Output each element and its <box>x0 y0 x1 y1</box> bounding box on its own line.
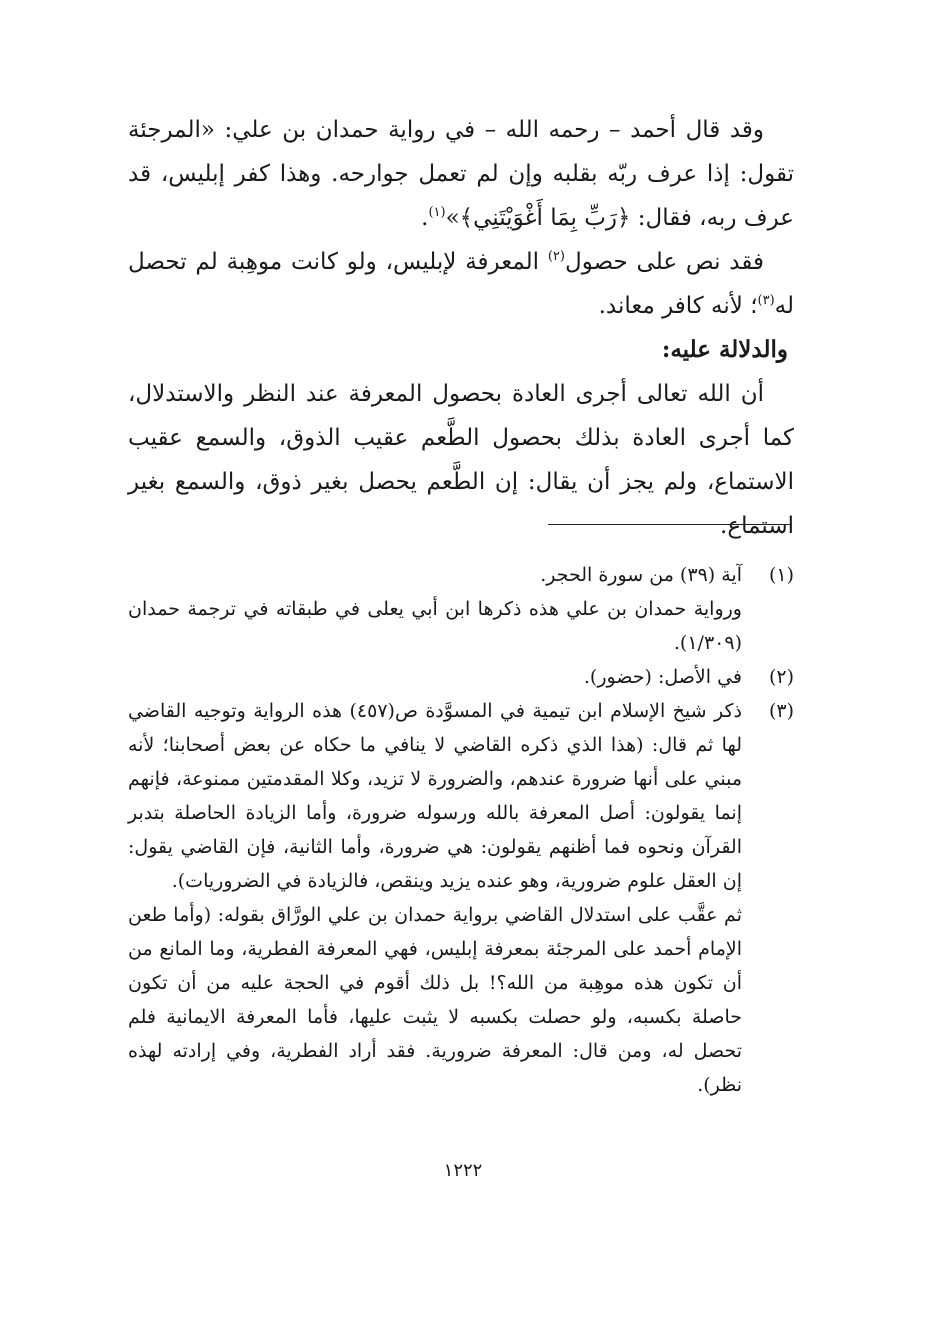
footnote-number: (٢) <box>768 666 794 688</box>
footnote-ref-2: (٢) <box>547 249 565 264</box>
footnote-number: (٣) <box>768 700 794 722</box>
footnote-line: في الأصل: (حضور). <box>583 666 742 688</box>
footnote-1 <box>128 558 794 660</box>
footnote-line: ورواية حمدان بن علي هذه ذكرها ابن أبي يعلى في طبقاته في ترجمة حمدان (١/٣٠٩). <box>128 598 742 654</box>
footnote-number: (١) <box>768 564 794 586</box>
footnotes <box>128 558 794 1102</box>
paragraph-2-text-c: ؛ لأنه كافر معاند. <box>598 293 758 319</box>
paragraph-2-text-a: فقد نص على حصول <box>564 249 764 275</box>
main-text <box>128 108 794 548</box>
paragraph-3: أن الله تعالى أجرى العادة بحصول المعرفة عند النظر والاستدلال، كما أجرى العادة بذلك بحصول الطَّعم عقيب الذوق، والسمع عقيب الاستماع، ولم يجز أن يقال: إن الطَّعم يحصل بغير ذوق، والسمع بغير استماع. <box>128 381 794 539</box>
footnote-line: آية (٣٩) من سورة الحجر. <box>540 564 742 586</box>
footnote-text <box>128 694 742 1102</box>
footnote-line: ذكر شيخ الإسلام ابن تيمية في المسوَّدة ص(٤٥٧) هذه الرواية وتوجيه القاضي لها ثم قال: (هذا الذي ذكره القاضي لا ينافي ما حكاه عن بعض أصحابنا؛ لأنه مبني على أنها ضرورة عندهم، والضرورة لا تزيد، وكلا المقدمتين ممنوعة، فإنهم إنما يقولون: أصل المعرفة بالله ورسوله ضرورة، وأما الزيادة الحاصلة بتدبر القرآن ونحوه فما أظنهم يقولون: هي ضرورة، وأما الثانية، فإن القاضي يقول: إن العقل علوم ضرورية، وهو عنده يزيد وينقص، فالزيادة في الضروريات). <box>128 700 742 892</box>
paragraph-1-end: . <box>421 205 429 231</box>
footnote-3 <box>128 694 794 1102</box>
paragraph-2 <box>128 240 794 328</box>
footnote-2 <box>128 660 794 694</box>
paragraph-1 <box>128 108 794 240</box>
footnote-text <box>128 558 742 660</box>
footnote-ref-3: (٣) <box>757 293 775 308</box>
paragraph-1-text: وقد قال أحمد – رحمه الله – في رواية حمدان بن علي: «المرجئة تقول: إذا عرف ربّه بقلبه وإن لم تعمل جوارحه. وهذا كفر إبليس، قد عرف ربه، فقال: ﴿رَبِّ بِمَا أَغْوَيْتَنِي﴾» <box>128 117 794 231</box>
footnote-ref-1: (١) <box>428 205 446 220</box>
page-number: ١٢٢٢ <box>443 1160 483 1181</box>
footnote-line: ثم عقَّب على استدلال القاضي برواية حمدان بن علي الورَّاق بقوله: (وأما طعن الإمام أحمد على المرجئة بمعرفة إبليس، فهي المعرفة الفطرية، وما المانع من أن تكون هذه موهِبة من الله؟! بل ذلك أقوم في الحجة عليه من أن تكون حاصلة بكسبه، ولو حصلت بكسبه لا يثبت عليها، فأما المعرفة الايمانية فلم تحصل له، ومن قال: المعرفة ضرورية. فقد أراد الفطرية، وفي إرادته لهذه نظر). <box>128 904 742 1096</box>
footnote-text <box>128 660 742 694</box>
section-heading: والدلالة عليه: <box>661 336 788 363</box>
paragraph-2-text-b: المعرفة لإبليس، ولو كانت موهِبة لم تحصل له <box>128 249 794 319</box>
footnote-separator <box>548 524 792 525</box>
